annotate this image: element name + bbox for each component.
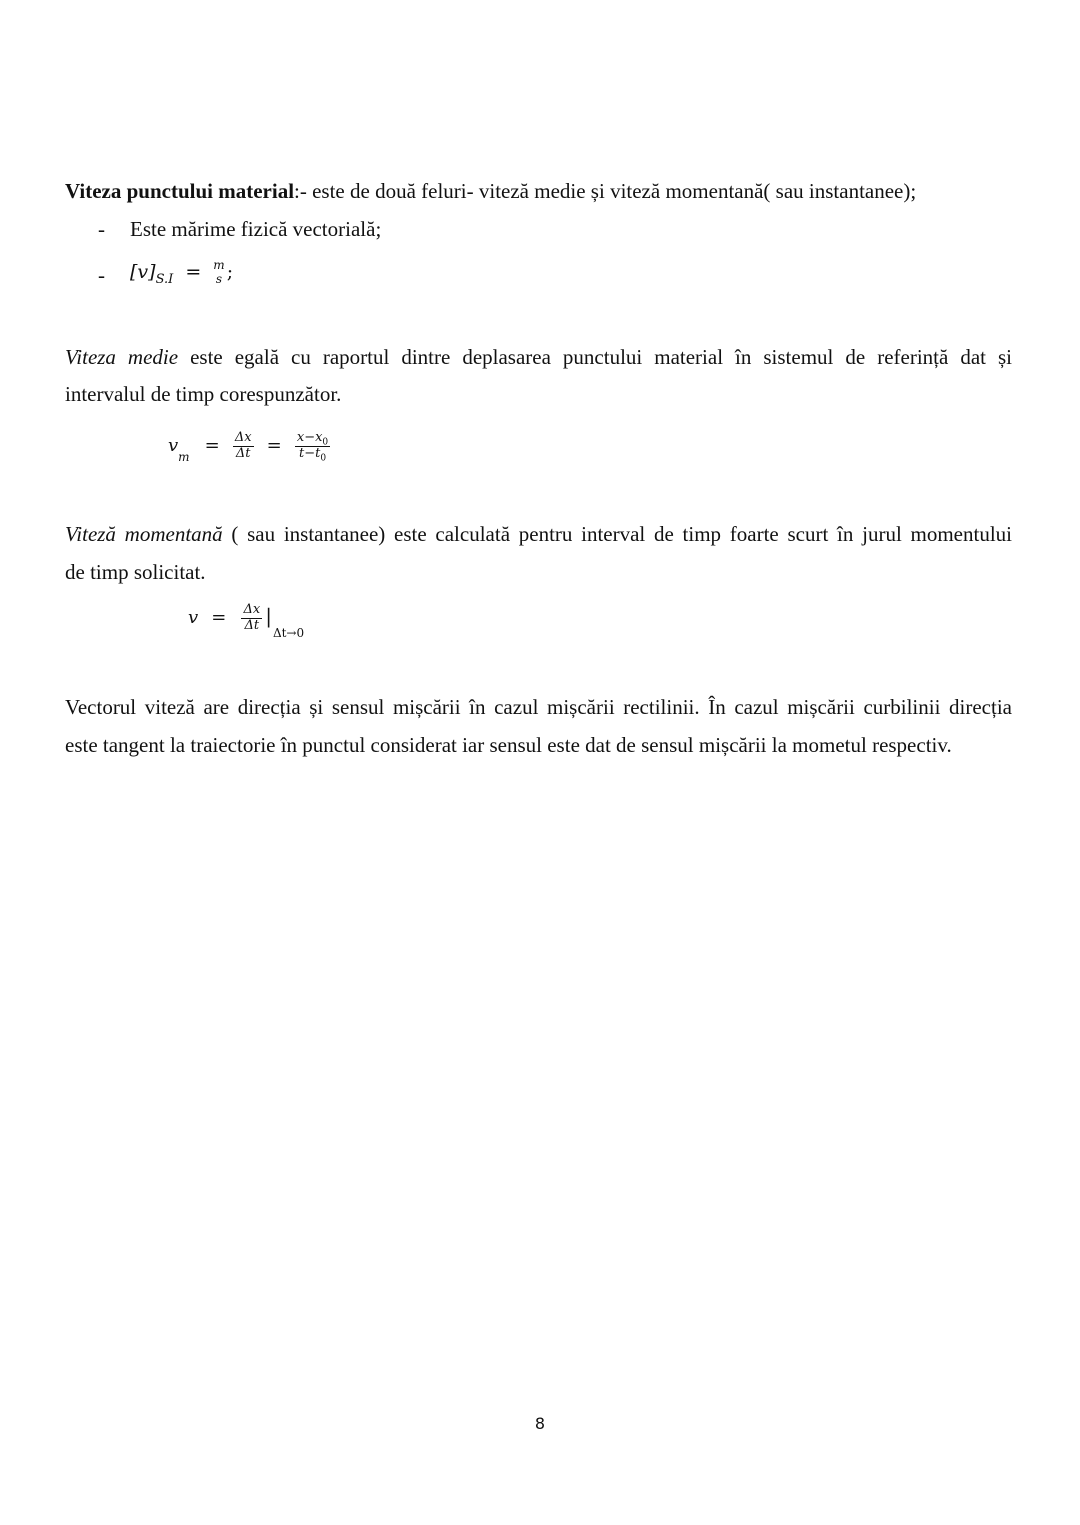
formula-v: v [168, 435, 179, 456]
fraction-instant-den: Δt [244, 618, 260, 633]
mean-velocity-term: Viteza medie [65, 345, 179, 369]
fraction-delta-num: Δx [234, 430, 252, 446]
unit-den: s [215, 272, 223, 286]
instant-velocity-line-2: de timp solicitat. [65, 560, 206, 584]
formula-v: v [188, 607, 199, 628]
mean-velocity-text: este egală cu raportul dintre deplasarea punctului material în sistemul de referință dat și [178, 345, 1012, 369]
velocity-heading: Viteza punctului material [65, 179, 295, 203]
den-sub: 0 [320, 453, 327, 464]
den-text: t−t [298, 446, 321, 461]
bullet-vector-quantity: Este mărime fizică vectorială; [130, 217, 382, 241]
velocity-intro-line [65, 178, 916, 204]
bullet-dash: - [98, 263, 105, 287]
mean-velocity-line-1 [65, 344, 1012, 370]
fraction-instant [241, 603, 262, 634]
unit-fraction [211, 259, 226, 287]
num-sub: 0 [322, 437, 329, 448]
formula-eq-1: = [204, 435, 220, 456]
instant-velocity-text: ( sau instantanee) este calculată pentru interval de timp foarte scurt în jurul momentului [222, 522, 1013, 546]
unit-eq: = [185, 261, 202, 283]
mean-velocity-line-2: intervalul de timp corespunzător. [65, 382, 342, 406]
fraction-difference-den [295, 447, 330, 462]
fraction-difference-num [295, 431, 330, 447]
unit-sub: S.I [155, 271, 174, 287]
unit-num: m [213, 258, 225, 273]
fraction-instant-num: Δx [243, 602, 261, 618]
unit-end: ; [226, 261, 234, 283]
instant-velocity-term: Viteză momentană [65, 522, 223, 546]
mean-velocity-formula [168, 420, 330, 472]
instant-velocity-line-1 [65, 521, 1012, 547]
vector-line-2: este tangent la traiectorie în punctul considerat iar sensul este dat de sensul mișcării la mometul respectiv. [65, 733, 952, 757]
si-unit-formula [130, 252, 233, 292]
fraction-difference [295, 431, 330, 462]
evaluation-bar: | [265, 604, 272, 628]
limit-subscript: Δt→0 [272, 626, 305, 640]
fraction-delta [233, 431, 254, 462]
instant-velocity-formula [188, 594, 304, 641]
fraction-delta-den: Δt [235, 446, 251, 461]
velocity-intro-text: :- este de două feluri- viteză medie și viteză momentană( sau instantanee); [294, 179, 917, 203]
formula-eq-2: = [266, 435, 282, 456]
vector-line-1: Vectorul viteză are direcția și sensul mișcării în cazul mișcării rectilinii. În cazul mișcării curbilinii direcția [65, 695, 1012, 719]
formula-v-sub: m [178, 450, 190, 465]
formula-eq: = [211, 607, 227, 628]
num-text: x−x [296, 430, 323, 446]
bullet-dash: - [98, 217, 105, 241]
page-number: 8 [534, 1414, 546, 1433]
unit-lhs: [v] [130, 261, 156, 283]
